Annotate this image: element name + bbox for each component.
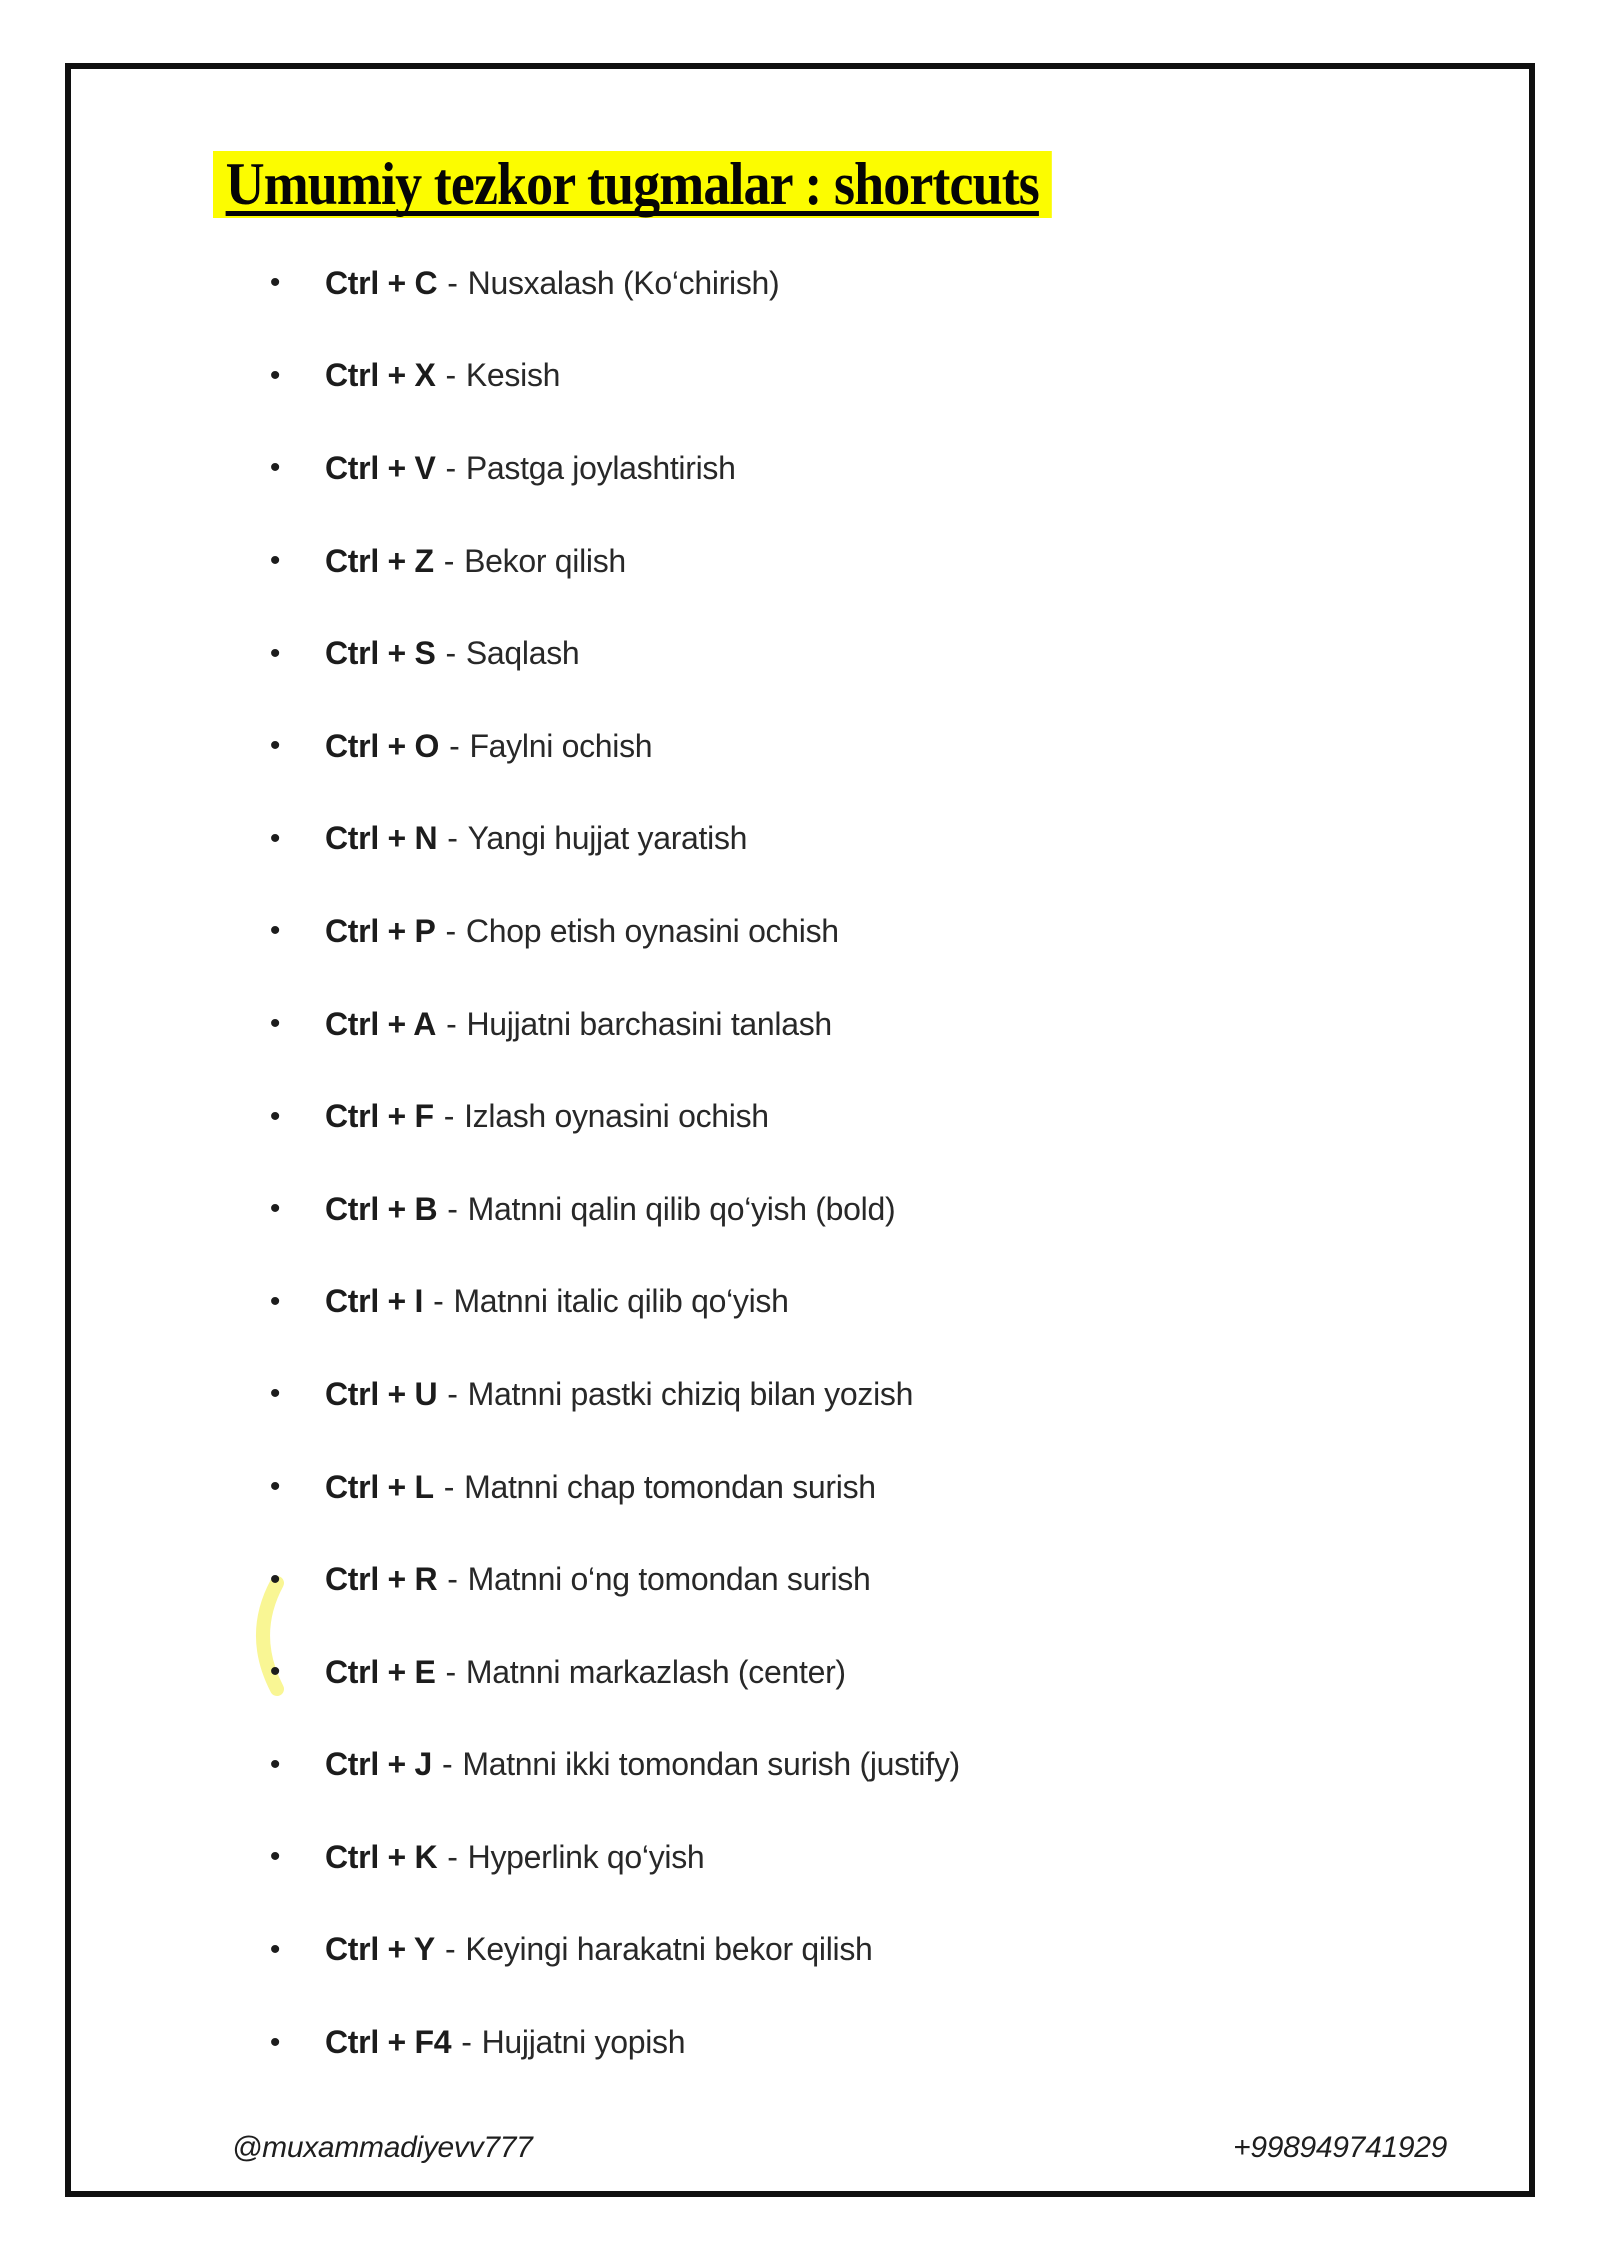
shortcut-text [325, 820, 747, 857]
bullet-icon: • [269, 1747, 281, 1781]
bullet-icon: • [269, 729, 281, 763]
shortcut-keys: Ctrl + S [325, 635, 436, 672]
page-footer [232, 2131, 1447, 2165]
shortcut-text [325, 1469, 876, 1506]
separator-dash: - [446, 1005, 457, 1042]
shortcut-description: Nusxalash (Ko‘chirish) [467, 264, 780, 301]
shortcut-description: Faylni ochish [469, 727, 653, 764]
shortcut-text [325, 728, 652, 765]
bullet-icon: • [269, 1840, 281, 1874]
shortcut-keys: Ctrl + J [325, 1746, 432, 1783]
shortcut-text [325, 1654, 846, 1691]
shortcut-list-item [269, 1533, 1449, 1626]
shortcut-text [325, 357, 560, 394]
bullet-icon: • [269, 266, 281, 300]
shortcut-list-item [269, 1070, 1449, 1163]
separator-dash: - [447, 1190, 458, 1227]
shortcut-list-item [269, 1811, 1449, 1904]
separator-dash: - [445, 1653, 456, 1690]
bullet-icon: • [269, 1007, 281, 1041]
shortcut-description: Saqlash [465, 635, 580, 672]
shortcut-description: Yangi hujjat yaratish [467, 820, 748, 857]
page-border-frame [65, 63, 1535, 2197]
shortcut-text [325, 1839, 704, 1876]
shortcut-description: Matnni markazlash (center) [465, 1653, 846, 1690]
bullet-icon: • [269, 1470, 281, 1504]
shortcut-description: Izlash oynasini ochish [464, 1098, 769, 1135]
shortcut-keys: Ctrl + C [325, 264, 438, 301]
shortcut-list-item [269, 978, 1449, 1071]
shortcut-keys: Ctrl + P [325, 912, 436, 949]
bullet-icon: • [269, 451, 281, 485]
shortcut-text [325, 1376, 913, 1413]
bullet-icon: • [269, 1099, 281, 1133]
shortcut-description: Kesish [465, 357, 561, 394]
shortcut-keys: Ctrl + U [325, 1375, 438, 1412]
separator-dash: - [447, 1375, 458, 1412]
shortcut-list-item [269, 330, 1449, 423]
shortcut-list-item [269, 1626, 1449, 1719]
shortcut-text [325, 913, 839, 950]
bullet-icon: • [269, 1562, 281, 1596]
shortcut-text [325, 2024, 685, 2061]
separator-dash: - [445, 357, 456, 394]
shortcut-list-item [269, 1256, 1449, 1349]
separator-dash: - [441, 1746, 453, 1783]
separator-dash: - [433, 1283, 444, 1320]
shortcut-keys: Ctrl + N [325, 820, 438, 857]
shortcut-text [325, 1191, 895, 1228]
bullet-icon: • [269, 2025, 281, 2059]
shortcut-list-item [269, 515, 1449, 608]
shortcut-list-item [269, 607, 1449, 700]
shortcut-keys: Ctrl + E [325, 1653, 436, 1690]
shortcut-keys: Ctrl + L [325, 1468, 434, 1505]
shortcut-description: Matnni o‘ng tomondan surish [467, 1561, 871, 1598]
shortcut-list-item [269, 1441, 1449, 1534]
shortcut-keys: Ctrl + R [325, 1561, 438, 1598]
separator-dash: - [445, 635, 456, 672]
shortcut-text [325, 1098, 769, 1135]
shortcut-text [325, 1561, 870, 1598]
bullet-icon: • [269, 914, 281, 948]
title-text: Umumiy tezkor tugmalar : shortcuts [225, 151, 1039, 217]
telegram-handle: @muxammadiyevv777 [232, 2131, 533, 2164]
shortcut-list-item [269, 793, 1449, 886]
shortcut-keys: Ctrl + F4 [325, 2024, 452, 2061]
bullet-icon: • [269, 821, 281, 855]
shortcut-description: Hujjatni yopish [481, 2024, 686, 2061]
shortcut-description: Pastga joylashtirish [465, 449, 736, 486]
shortcut-description: Matnni italic qilib qo‘yish [453, 1283, 789, 1320]
shortcut-keys: Ctrl + Z [325, 542, 434, 579]
shortcut-list-item [269, 1904, 1449, 1997]
shortcut-description: Hyperlink qo‘yish [467, 1838, 705, 1875]
bullet-icon: • [269, 544, 281, 578]
separator-dash: - [445, 449, 456, 486]
shortcut-text [325, 1283, 789, 1320]
shortcut-description: Keyingi harakatni bekor qilish [465, 1931, 873, 1968]
separator-dash: - [443, 542, 455, 579]
shortcut-keys: Ctrl + K [325, 1838, 438, 1875]
separator-dash: - [443, 1468, 455, 1505]
shortcut-description: Matnni chap tomondan surish [464, 1468, 876, 1505]
shortcut-description: Matnni ikki tomondan surish (justify) [462, 1746, 960, 1783]
shortcut-keys: Ctrl + O [325, 727, 440, 764]
shortcut-keys: Ctrl + I [325, 1283, 424, 1320]
shortcut-description: Hujjatni barchasini tanlash [466, 1005, 832, 1042]
bullet-icon: • [269, 1192, 281, 1226]
separator-dash: - [447, 264, 458, 301]
separator-dash: - [445, 912, 456, 949]
separator-dash: - [449, 727, 460, 764]
bullet-icon: • [269, 636, 281, 670]
shortcut-text [325, 1931, 873, 1968]
shortcut-keys: Ctrl + F [325, 1098, 434, 1135]
shortcut-list-item [269, 422, 1449, 515]
shortcut-list-item [269, 1163, 1449, 1256]
shortcut-description: Bekor qilish [464, 542, 626, 579]
shortcut-keys: Ctrl + B [325, 1190, 438, 1227]
shortcut-keys: Ctrl + Y [325, 1931, 435, 1968]
shortcut-text [325, 1006, 832, 1043]
shortcut-list-item [269, 1719, 1449, 1812]
bullet-icon: • [269, 1655, 281, 1689]
bullet-icon: • [269, 1377, 281, 1411]
separator-dash: - [447, 1561, 458, 1598]
shortcut-list-item [269, 1996, 1449, 2089]
shortcut-list [269, 237, 1449, 2089]
shortcut-keys: Ctrl + V [325, 449, 436, 486]
shortcut-text [325, 450, 736, 487]
separator-dash: - [443, 1098, 455, 1135]
separator-dash: - [447, 1838, 458, 1875]
bullet-icon: • [269, 1284, 281, 1318]
shortcut-description: Matnni qalin qilib qo‘yish (bold) [467, 1190, 896, 1227]
separator-dash: - [447, 820, 458, 857]
shortcut-list-item [269, 237, 1449, 330]
shortcut-list-item [269, 1348, 1449, 1441]
shortcut-text [325, 635, 579, 672]
title-highlight [213, 151, 1052, 218]
shortcut-keys: Ctrl + A [325, 1005, 437, 1042]
shortcut-text [325, 1746, 960, 1783]
shortcut-list-item [269, 700, 1449, 793]
bullet-icon: • [269, 358, 281, 392]
separator-dash: - [444, 1931, 456, 1968]
separator-dash: - [461, 2024, 472, 2061]
shortcut-description: Matnni pastki chiziq bilan yozish [467, 1375, 914, 1412]
shortcut-text [325, 265, 779, 302]
shortcut-list-item [269, 885, 1449, 978]
shortcut-keys: Ctrl + X [325, 357, 436, 394]
shortcut-description: Chop etish oynasini ochish [465, 912, 839, 949]
page-title [213, 150, 1145, 219]
bullet-icon: • [269, 1932, 281, 1966]
shortcut-text [325, 543, 626, 580]
phone-number: +998949741929 [1233, 2131, 1447, 2164]
